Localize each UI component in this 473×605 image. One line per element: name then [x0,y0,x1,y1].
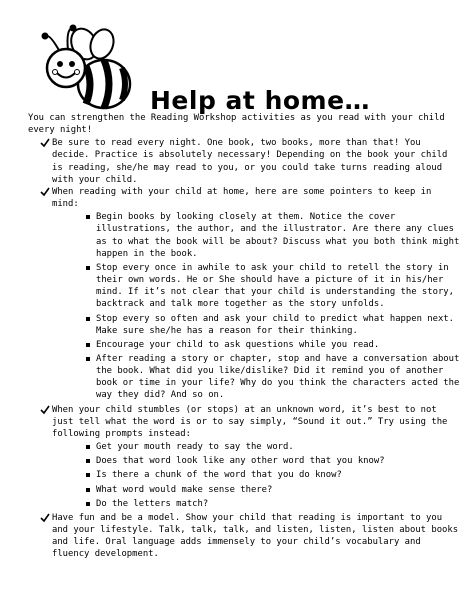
pointer-item [52,313,460,337]
checkmark-icon [40,405,50,415]
square-bullet-icon [86,343,90,347]
pointer-text: Stop every once in awhile to ask your child to retell the story in their own words. He or She should have a picture of it in his/her mind. If it’s not clear that your child is understanding the story, backtrack and talk more together as the story unfolds. [96,262,454,310]
prompt-text: What word would make sense there? [96,484,273,495]
tip-item [20,186,460,402]
pointer-item [52,353,460,402]
prompt-item [52,441,460,453]
prompt-item [52,469,460,481]
prompt-text: Is there a chunk of the word that you do know? [96,470,342,481]
bee-clipart [36,22,136,118]
pointer-text: Begin books by looking closely at them. Notice the cover illustrations, the author, and the illustrator. Are there any clues as to what the book will be about? Discuss what you both think might happen in the book. [96,212,460,259]
pointer-list [52,211,460,401]
square-bullet-icon [86,266,90,270]
prompt-item [52,498,460,510]
prompt-text: Get your mouth ready to say the word. [96,442,294,453]
square-bullet-icon [86,317,90,321]
square-bullet-icon [86,445,90,449]
prompt-item [52,455,460,467]
pointer-item [52,339,460,351]
tip-text: When reading with your child at home, here are some pointers to keep in mind: [52,186,432,210]
checkmark-icon [40,513,50,523]
prompt-text: Does that word look like any other word that you know? [96,456,385,467]
prompt-list [52,441,460,510]
pointer-item [52,262,460,311]
square-bullet-icon [86,488,90,492]
pointer-text: Stop every so often and ask your child to predict what happen next. Make sure she/he has a reason for their thinking. [96,313,454,336]
tip-text: Have fun and be a model. Show your child that reading is important to you and your lifestyle. Talk, talk, talk, and listen, listen, listen about books and life. Oral language adds immensely to your child’s vocabulary and fluency development. [52,512,459,560]
tip-item [20,404,460,510]
square-bullet-icon [86,215,90,219]
intro-paragraph: You can strengthen the Reading Workshop activities as you read with your child every night! [28,113,445,136]
checkmark-icon [40,187,50,197]
pointer-item [52,211,460,260]
handout-body [20,112,460,560]
pointer-text: Encourage your child to ask questions while you read. [96,339,380,350]
tip-text: When your child stumbles (or stops) at an unknown word, it’s best to not just tell what the word is or to say simply, “Sound it out.” Try using the following prompts instead: [52,404,448,439]
checkmark-icon [40,138,50,148]
square-bullet-icon [86,357,90,361]
square-bullet-icon [86,502,90,506]
prompt-text: Do the letters match? [96,498,209,509]
tip-item [20,137,460,186]
pointer-text: After reading a story or chapter, stop and have a conversation about the book. What did you like/dislike? Did it remind you of another book or time in your life? Why do you think the characters acted the way they did? And so on. [96,353,460,401]
prompt-item [52,484,460,496]
square-bullet-icon [86,459,90,463]
page-title: Help at home… [150,86,371,115]
tips-list [20,137,460,560]
tip-text: Be sure to read every night. One book, two books, more than that! You decide. Practice is absolutely necessary! Depending on the book your child is reading, she/he may read to you, or you could take turns reading aloud with your child. [52,138,448,185]
square-bullet-icon [86,473,90,477]
tip-item [20,512,460,561]
